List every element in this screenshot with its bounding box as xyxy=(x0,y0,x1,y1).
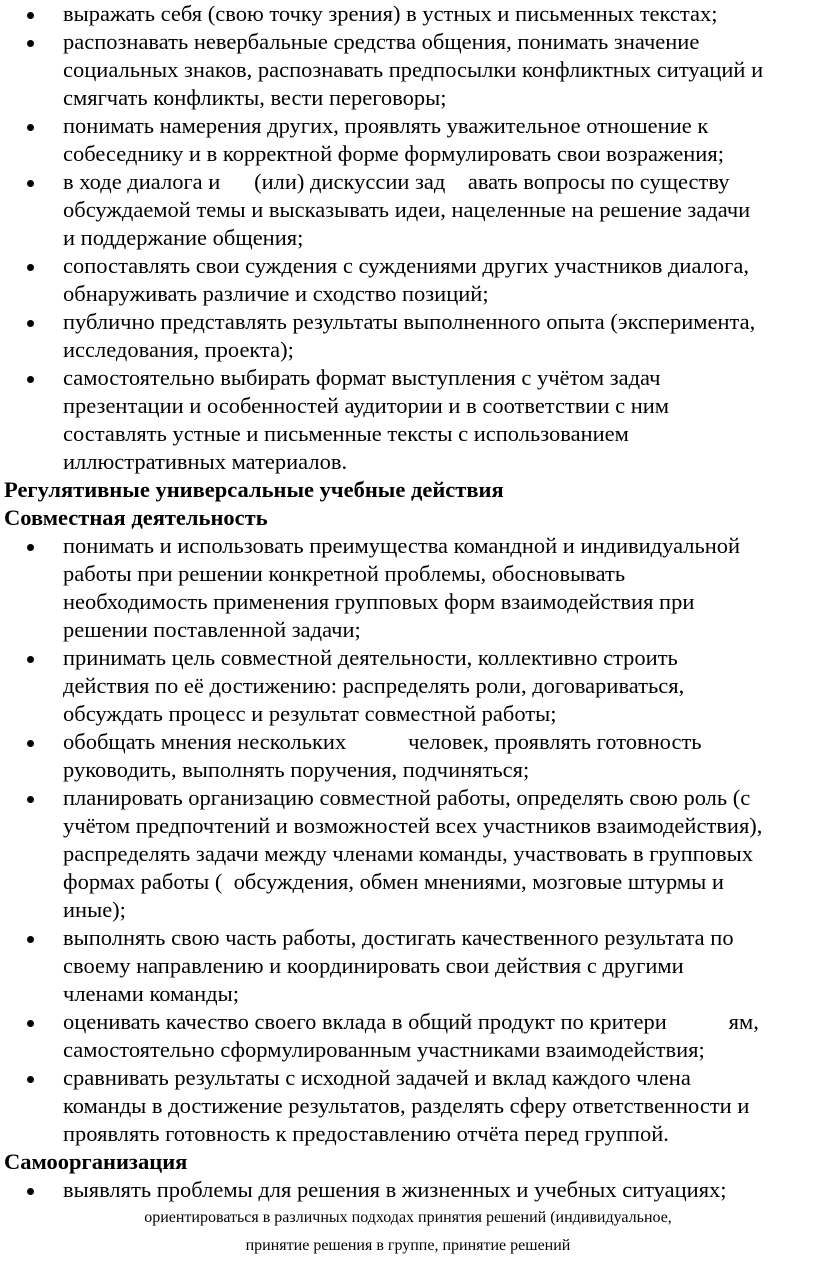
list-item-line: собеседнику и в корректной форме формулировать свои возражения; xyxy=(63,141,724,166)
list-item-line: в ходе диалога и (или) дискуссии зад авать вопросы по существу xyxy=(63,169,730,194)
list-item-line: выражать себя (свою точку зрения) в устных и письменных текстах; xyxy=(63,1,718,26)
list-item-line: и поддержание общения; xyxy=(63,225,304,250)
bullet-icon xyxy=(27,656,34,663)
bullet-icon xyxy=(27,796,34,803)
bullet-icon xyxy=(27,12,34,19)
section-heading-joint: Совместная деятельность xyxy=(4,505,268,530)
list-item-line: планировать организацию совместной работы, определять свою роль (с xyxy=(63,785,751,810)
list-item-line: обсуждать процесс и результат совместной работы; xyxy=(63,701,557,726)
list-item-line: обнаруживать различие и сходство позиций; xyxy=(63,281,489,306)
bullet-icon xyxy=(27,180,34,187)
bullet-icon xyxy=(27,40,34,47)
list-item-line: распознавать невербальные средства общения, понимать значение xyxy=(63,29,700,54)
list-item-line: обобщать мнения нескольких человек, проявлять готовность xyxy=(63,729,702,754)
bullet-icon xyxy=(27,936,34,943)
paragraph-line: ориентироваться в различных подходах принятия решений (индивидуальное, xyxy=(144,1209,672,1226)
list-item-line: иные); xyxy=(63,897,126,922)
bullet-icon xyxy=(27,124,34,131)
list-item-line: публично представлять результаты выполненного опыта (эксперимента, xyxy=(63,309,756,334)
list-item-line: сравнивать результаты с исходной задачей и вклад каждого члена xyxy=(63,1065,691,1090)
list-item-line: исследования, проекта); xyxy=(63,337,294,362)
list-item-line: проявлять готовность к предоставлению отчёта перед группой. xyxy=(63,1121,669,1146)
list-item-line: понимать и использовать преимущества командной и индивидуальной xyxy=(63,533,741,558)
list-item-line: понимать намерения других, проявлять уважительное отношение к xyxy=(63,113,709,138)
list-item-line: смягчать конфликты, вести переговоры; xyxy=(63,85,447,110)
list-item-line: своему направлению и координировать свои действия с другими xyxy=(63,953,684,978)
list-item-line: формах работы ( обсуждения, обмен мнениями, мозговые штурмы и xyxy=(63,869,724,894)
list-item-line: самостоятельно выбирать формат выступления с учётом задач xyxy=(63,365,661,390)
list-item-line: принимать цель совместной деятельности, коллективно строить xyxy=(63,645,678,670)
list-item-line: необходимость применения групповых форм взаимодействия при xyxy=(63,589,695,614)
section-heading-selforg: Самоорганизация xyxy=(4,1149,188,1174)
paragraph-line: принятие решения в группе, принятие решений xyxy=(245,1237,571,1254)
list-item-line: обсуждаемой темы и высказывать идеи, нацеленные на решение задачи xyxy=(63,197,751,222)
list-item-line: социальных знаков, распознавать предпосылки конфликтных ситуаций и xyxy=(63,57,764,82)
list-item-line: учётом предпочтений и возможностей всех участников взаимодействия), xyxy=(63,813,763,838)
list-item-line: сопоставлять свои суждения с суждениями других участников диалога, xyxy=(63,253,749,278)
bullet-icon xyxy=(27,1188,34,1195)
list-item-line: распределять задачи между членами команды, участвовать в групповых xyxy=(63,841,753,866)
list-item-line: самостоятельно сформулированным участниками взаимодействия; xyxy=(63,1037,705,1062)
list-item-line: работы при решении конкретной проблемы, обосновывать xyxy=(63,561,626,586)
bullet-icon xyxy=(27,740,34,747)
list-item-line: руководить, выполнять поручения, подчиняться; xyxy=(63,757,530,782)
bullet-icon xyxy=(27,320,34,327)
list-item-line: выполнять свою часть работы, достигать качественного результата по xyxy=(63,925,734,950)
bullet-icon xyxy=(27,1020,34,1027)
list-item-line: команды в достижение результатов, разделять сферу ответственности и xyxy=(63,1093,750,1118)
list-item-line: членами команды; xyxy=(63,981,240,1006)
list-item-line: выявлять проблемы для решения в жизненных и учебных ситуациях; xyxy=(63,1177,727,1202)
list-item-line: действия по её достижению: распределять роли, договариваться, xyxy=(63,673,685,698)
list-item-line: иллюстративных материалов. xyxy=(63,449,348,474)
bullet-icon xyxy=(27,544,34,551)
bullet-icon xyxy=(27,376,34,383)
list-item-line: составлять устные и письменные тексты с использованием xyxy=(63,421,629,446)
section-heading-regulatory: Регулятивные универсальные учебные действия xyxy=(4,477,504,502)
list-item-line: презентации и особенностей аудитории и в соответствии с ним xyxy=(63,393,670,418)
bullet-icon xyxy=(27,264,34,271)
list-item-line: оценивать качество своего вклада в общий продукт по критери ям, xyxy=(63,1009,759,1034)
list-item-line: решении поставленной задачи; xyxy=(63,617,361,642)
bullet-icon xyxy=(27,1076,34,1083)
